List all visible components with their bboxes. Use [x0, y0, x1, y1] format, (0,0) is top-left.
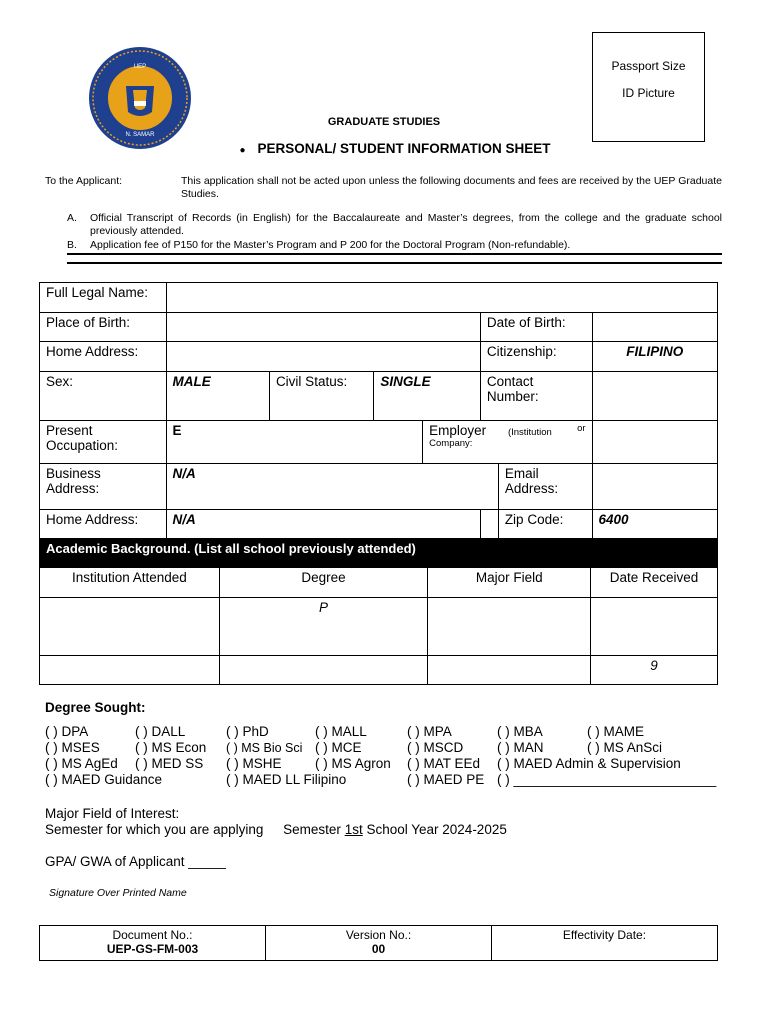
degree-option-mpa[interactable]: ( ) MPA [407, 724, 452, 739]
zip-spacer [480, 510, 498, 539]
degree-option-mses[interactable]: ( ) MSES [45, 740, 100, 755]
degree-option-maed-guidance[interactable]: ( ) MAED Guidance [45, 772, 163, 787]
degree-option-mba[interactable]: ( ) MBA [497, 724, 543, 739]
graduate-studies-heading: GRADUATE STUDIES [327, 116, 441, 128]
employer-label-text: Employer [429, 423, 487, 438]
email-address-field[interactable] [592, 464, 717, 510]
employer-note-1: (Institution [507, 427, 552, 438]
civil-status-field[interactable]: SINGLE [374, 372, 481, 421]
version-value: 00 [371, 942, 386, 956]
item-b-text: Application fee of P150 for the Master’s Program and P 200 for the Doctoral Program (Non-refundable). [90, 239, 571, 251]
col-header-major: Major Field [428, 568, 591, 598]
full-name-field[interactable] [166, 283, 717, 313]
divider-line [67, 262, 722, 264]
degree-sought-title-text: Degree Sought [45, 700, 142, 715]
degree-option-phd[interactable]: ( ) PhD [226, 724, 269, 739]
effectivity-label: Effectivity Date: [562, 928, 647, 942]
home-address2-field[interactable]: N/A [166, 510, 480, 539]
institution-cell[interactable] [40, 598, 220, 656]
signature-label: Signature Over Printed Name [49, 887, 187, 899]
degree-options [45, 724, 725, 788]
employer-label [423, 421, 592, 464]
major-cell[interactable] [428, 656, 591, 685]
col-header-date: Date Received [591, 568, 718, 598]
date-of-birth-label: Date of Birth: [480, 313, 592, 342]
business-label-1: Business [46, 466, 101, 481]
major-field-label: Major Field of Interest: [45, 806, 180, 821]
major-cell[interactable] [428, 598, 591, 656]
degree-option-maed-ll-filipino[interactable]: ( ) MAED LL Filipino [226, 772, 347, 787]
item-a-marker: A. [67, 212, 77, 224]
degree-option-mame[interactable]: ( ) MAME [587, 724, 644, 739]
email-address-label [498, 464, 592, 510]
semester-word: Semester [283, 822, 341, 837]
business-address-label [40, 464, 167, 510]
sex-field[interactable]: MALE [166, 372, 269, 421]
employer-note-or: or [577, 423, 586, 434]
degree-sought-title [45, 700, 146, 715]
present-occupation-field[interactable]: E [166, 421, 423, 464]
document-control-table [39, 925, 718, 961]
academic-background-banner: Academic Background. (List all school previously attended) [39, 538, 718, 567]
university-seal-logo [88, 46, 192, 150]
present-occupation-label: Present Occupation: [40, 421, 167, 464]
degree-option-mall[interactable]: ( ) MALL [315, 724, 367, 739]
divider-line [67, 253, 722, 255]
degree-sought-colon: : [141, 700, 146, 715]
degree-option-med-ss[interactable]: ( ) MED SS [135, 756, 204, 771]
version-number-cell [266, 926, 492, 961]
table-row [40, 598, 718, 656]
place-of-birth-label: Place of Birth: [40, 313, 167, 342]
doc-no-value: UEP-GS-FM-003 [106, 942, 199, 956]
date-of-birth-field[interactable] [592, 313, 717, 342]
degree-option-mshe[interactable]: ( ) MSHE [226, 756, 282, 771]
contact-label-2: Number: [486, 389, 539, 404]
degree-option-maed-pe[interactable]: ( ) MAED PE [407, 772, 485, 787]
degree-option-mat-eed[interactable]: ( ) MAT EEd [407, 756, 481, 771]
col-header-degree: Degree [219, 568, 428, 598]
academic-table [39, 567, 718, 685]
degree-option-ms-bio-sci[interactable]: ( ) MS Bio Sci [226, 741, 303, 755]
email-label-1: Email [504, 466, 539, 481]
id-box-line2: ID Picture [622, 86, 675, 100]
civil-status-label: Civil Status: [269, 372, 373, 421]
degree-cell[interactable]: P [219, 598, 428, 656]
table-row [40, 656, 718, 685]
sex-label: Sex: [40, 372, 167, 421]
contact-number-field[interactable] [592, 372, 717, 421]
full-name-label: Full Legal Name: [40, 283, 167, 313]
effectivity-date-cell [492, 926, 718, 961]
degree-option-other[interactable]: ( ) ___________________________ [497, 772, 717, 787]
semester-line [45, 822, 507, 837]
zip-code-field[interactable]: 6400 [592, 510, 717, 539]
place-of-birth-field[interactable] [166, 313, 480, 342]
col-header-institution: Institution Attended [40, 568, 220, 598]
contact-label-1: Contact [486, 374, 534, 389]
citizenship-field[interactable]: FILIPINO [592, 342, 717, 372]
to-applicant-label: To the Applicant: [45, 175, 123, 187]
business-address-field[interactable]: N/A [166, 464, 498, 510]
home-address-field[interactable] [166, 342, 480, 372]
intro-text: This application shall not be acted upon unless the following documents and fees are received by the UEP Graduate Studies. [181, 175, 722, 200]
degree-option-ms-aged[interactable]: ( ) MS AgEd [45, 756, 118, 771]
date-cell[interactable] [591, 598, 718, 656]
degree-option-dall[interactable]: ( ) DALL [135, 724, 186, 739]
doc-no-label: Document No.: [112, 928, 193, 942]
svg-text:N. SAMAR: N. SAMAR [125, 132, 155, 138]
home-address2-label: Home Address: [40, 510, 167, 539]
degree-option-mce[interactable]: ( ) MCE [315, 740, 362, 755]
institution-cell[interactable] [40, 656, 220, 685]
date-cell[interactable]: 9 [591, 656, 718, 685]
degree-option-ms-ansci[interactable]: ( ) MS AnSci [587, 740, 663, 755]
semester-value[interactable]: 1st [344, 822, 363, 837]
home-address-label: Home Address: [40, 342, 167, 372]
email-label-2: Address: [504, 481, 559, 496]
semester-label: Semester for which you are applying [45, 822, 264, 837]
sheet-title-text: PERSONAL/ STUDENT INFORMATION SHEET [257, 141, 551, 156]
school-year: School Year 2024-2025 [366, 822, 507, 837]
degree-cell[interactable] [219, 656, 428, 685]
document-number-cell [40, 926, 266, 961]
citizenship-label: Citizenship: [480, 342, 592, 372]
employer-note-2: Company: [429, 438, 473, 449]
contact-number-label [480, 372, 592, 421]
degree-option-ms-econ[interactable]: ( ) MS Econ [135, 740, 207, 755]
bullet-icon: ● [239, 145, 246, 156]
degree-option-man[interactable]: ( ) MAN [497, 740, 544, 755]
zip-code-label: Zip Code: [498, 510, 592, 539]
version-label: Version No.: [345, 928, 412, 942]
id-box-line1: Passport Size [611, 59, 686, 73]
degree-option-ms-agron[interactable]: ( ) MS Agron [315, 756, 391, 771]
svg-text:UEP: UEP [133, 64, 147, 70]
degree-option-dpa[interactable]: ( ) DPA [45, 724, 89, 739]
business-label-2: Address: [46, 481, 100, 496]
gpa-line[interactable]: GPA/ GWA of Applicant _____ [45, 854, 226, 869]
degree-option-maed-admin[interactable]: ( ) MAED Admin & Supervision [497, 756, 681, 771]
degree-option-mscd[interactable]: ( ) MSCD [407, 740, 464, 755]
sheet-title [0, 141, 768, 156]
personal-info-table [39, 282, 718, 539]
employer-field[interactable] [592, 421, 717, 464]
item-b-marker: B. [67, 239, 77, 251]
item-a-text: Official Transcript of Records (in English) for the Baccalaureate and Master’s degrees, from the college and the graduate school previously attended. [90, 212, 722, 237]
